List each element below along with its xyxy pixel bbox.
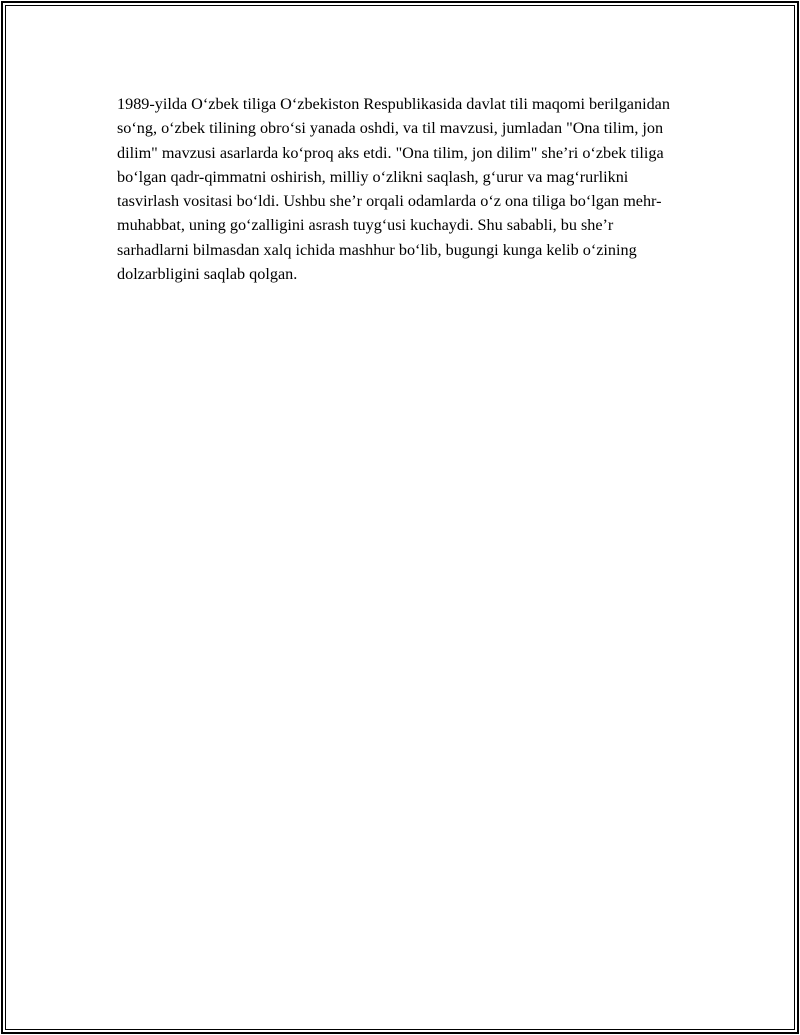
paragraph: 1989-yilda O‘zbek tiliga O‘zbekiston Respublikasida davlat tili maqomi berilganidan so‘ng, o‘zbek tilining obro‘si yanada oshdi, va til mavzusi, jumladan "Ona tilim, jon dilim" mavzusi asarlarda ko‘proq aks etdi. "Ona tilim, jon dilim" she’ri o‘zbek tiliga bo‘lgan qadr-qimmatni oshirish, milliy o‘zlikni saqlash, g‘urur va mag‘rurlikni tasvirlash vositasi bo‘ldi. Ushbu she’r orqali odamlarda o‘z ona tiliga bo‘lgan mehr-muhabbat, uning go‘zalligini asrash tuyg‘usi kuchaydi. Shu sababli, bu she’r sarhadlarni bilmasdan xalq ichida mashhur bo‘lib, bugungi kunga kelib o‘zining dolzarbligini saqlab qolgan. (117, 95, 670, 284)
document-body (117, 92, 677, 286)
